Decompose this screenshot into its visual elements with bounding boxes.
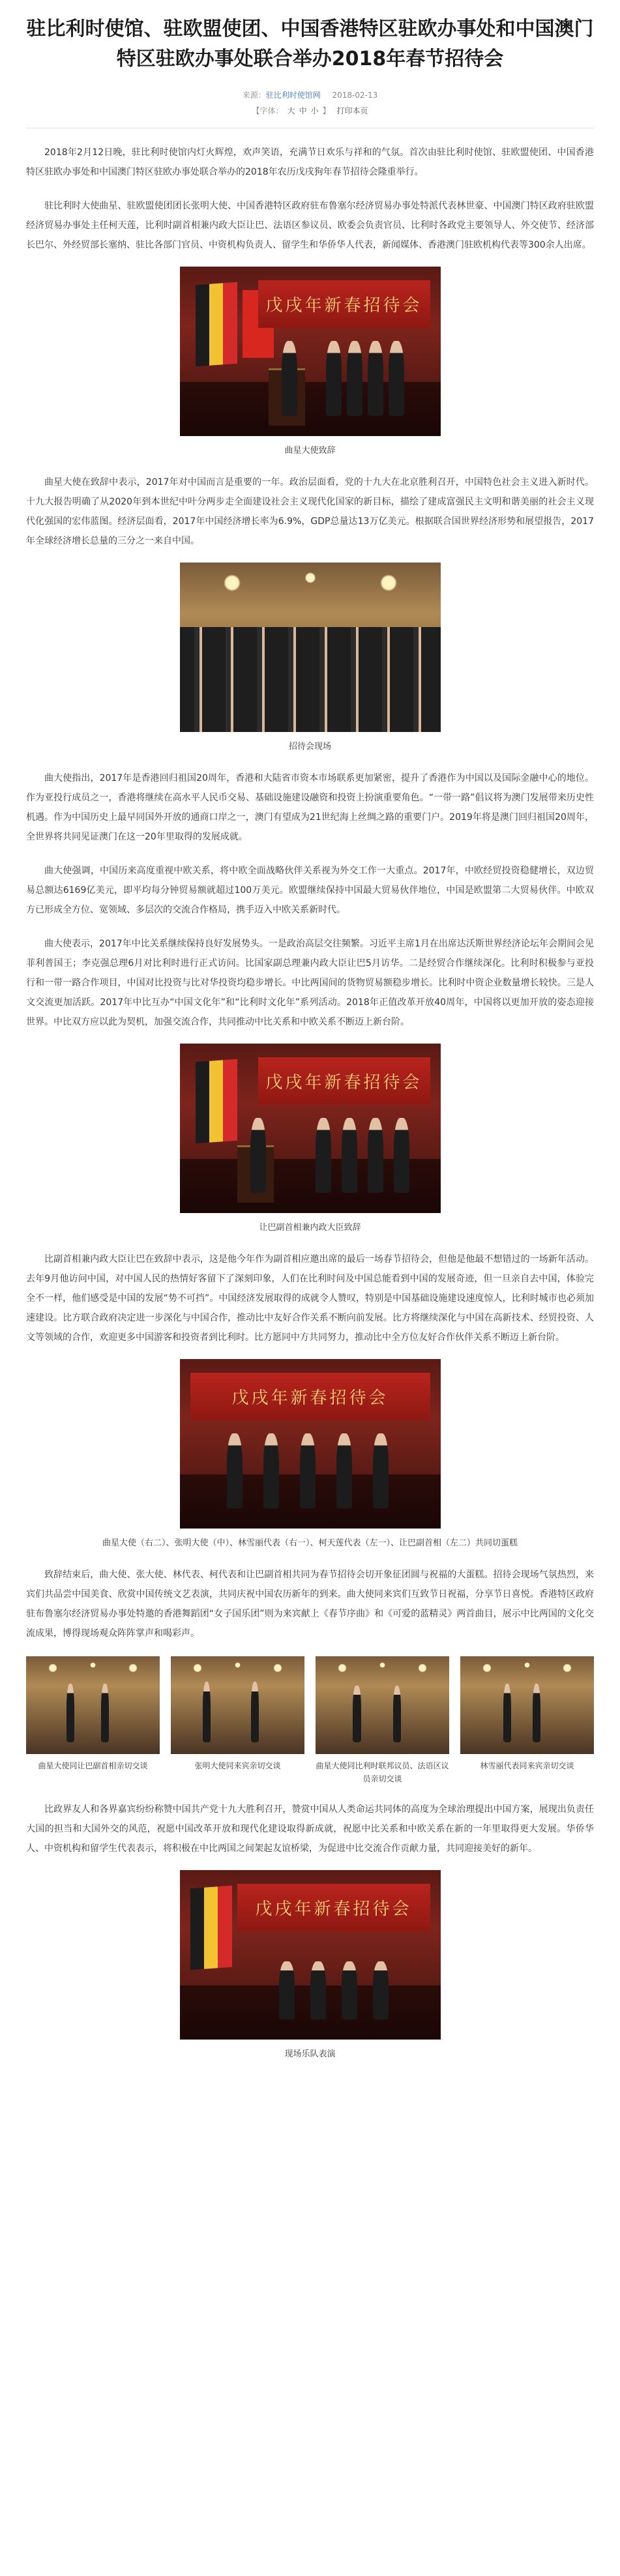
paragraph: 比政界友人和各界嘉宾纷纷称赞中国共产党十九大胜利召开，赞赏中国从人类命运共同体的高度为全球治理提出中国方案，展现出负责任大国的担当和大国外交的风范，祝愿中国改革开放和现代化建设取得新成就，祝愿中比关系和中欧关系在新的一年里取得更大发展。华侨华人、中资机构和留学生代表表示，将积极在中比两国之间架起友谊桥梁，为促进中比交流合作贡献力量，共同迎接美好的新年。 — [26, 1804, 594, 1854]
paragraph: 曲大使指出，2017年是香港回归祖国20周年，香港和大陆省市资本市场联系更加紧密，提升了香港作为中国以及国际金融中心的地位。作为亚投行成员之一，香港将继续在高水平人民币交易、基础设施建设融资和投资上扮演重要角色。“一带一路”倡议将为澳门发展带来历史性机遇。作为中国历史上最早同国外开放的通商口岸之一，澳门有望成为21世纪海上丝绸之路的重要门户。2019年将是澳门回归祖国20周年，全世界将共同见证澳门在这一20年里取得的发展成就。 — [26, 773, 594, 842]
photo-cell — [26, 1656, 160, 1785]
paragraph: 致辞结束后，曲大使、张大使、林代表、柯代表和让巴副首相共同为春节招待会切开象征团圆与祝福的大蛋糕。招待会现场气氛热烈，来宾们共品尝中国美食、欣赏中国传统文艺表演，共同庆祝中国农历新年的到来。曲大使同来宾们互致节日祝福，分享节日喜悦。香港特区政府驻布鲁塞尔经济贸易办事处特邀的香港舞蹈团“女子国乐团”则为来宾献上《春节序曲》和《可爱的蓝精灵》两首曲目，展示中比两国的文化交流成果，博得现场观众阵阵掌声和喝彩声。 — [26, 1570, 594, 1639]
musician — [310, 1961, 326, 2019]
paragraph: 驻比利时大使曲星、驻欧盟使团团长张明大使、中国香港特区政府驻布鲁塞尔经济贸易办事处特派代表林世豪、中国澳门特区政府驻欧盟经济贸易办事处主任柯天莲，比利时副首相兼内政大臣让巴、法语区参议员、欧委会负责官员、比利时各政党主要领导人、外交使节、经济部长巴尔、外经贸部长塞纳、驻比各部门官员、中资机构负责人、留学生和华侨华人代表，新闻媒体、香港澳门驻欧机构代表等300余人出席。 — [26, 201, 594, 250]
photo-thumb — [460, 1656, 594, 1754]
ceiling-lights — [316, 1656, 449, 1686]
guest — [373, 1433, 389, 1508]
belgium-flag-icon — [196, 1059, 237, 1143]
photo-banner: 戊戌年新春招待会 — [258, 1057, 430, 1105]
paragraph: 曲大使表示，2017年中比关系继续保持良好发展势头。一是政治高层交往频繁。习近平主席1月在出席达沃斯世界经济论坛年会期间会见菲利普国王；李克强总理6月对比利时进行正式访问。比国家副总理兼内政大臣让巴5月访华。二是经贸合作继续深化。比利时积极参与亚投行和一带一路合作项目，中国对比投资与比对华投资均稳步增长。中比两国间的货物贸易额稳步增长。比利时中资企业数量增长较快。三是人文交流更加活跃。2017年中比互办“中国文化年”和“比利时文化年”系列活动。2018年正值改革开放40周年，中国将以更加开放的姿态迎接世界。中比双方应以此为契机，加强交流合作，共同推动中比关系和中欧关系不断迈上新台阶。 — [26, 939, 594, 1027]
paragraph: 曲大使强调，中国历来高度重视中欧关系，将中欧全面战略伙伴关系视为外交工作一大重点。2017年，中欧经贸投资稳健增长，双边贸易总额达6169亿美元，即平均每分钟贸易额就超过100万美元。欧盟继续保持中国最大贸易伙伴地位，中国是欧盟第二大贸易伙伴。中欧双方已形成全方位、宽领域、多层次的交流合作格局，携手迈入中欧关系新时代。 — [26, 866, 594, 915]
ceiling-lights — [180, 563, 441, 613]
source-label: 来源： — [242, 91, 266, 100]
font-size-close: 】 — [322, 106, 331, 115]
photo-thumb — [26, 1656, 160, 1754]
guest — [394, 1118, 409, 1192]
guest — [326, 341, 342, 415]
figure-vice-premier-speech — [26, 1044, 594, 1235]
figure-caption: 现场乐队表演 — [284, 2049, 336, 2059]
font-size-small-button[interactable]: 小 — [310, 106, 319, 115]
guest — [503, 1684, 511, 1742]
guest — [101, 1684, 109, 1742]
figure-cake-cutting — [26, 1359, 594, 1551]
figure-caption: 曲星大使致辞 — [284, 446, 336, 456]
font-size-label: 【字体： — [252, 106, 284, 115]
speaker — [250, 1118, 266, 1192]
guest — [533, 1684, 540, 1742]
photo-cake-cutting — [180, 1359, 441, 1529]
speaker — [282, 341, 297, 415]
photo-ambassador-speech — [180, 267, 441, 436]
paragraph: 2018年2月12日晚，驻比利时使馆内灯火辉煌，欢声笑语，充满节日欢乐与祥和的气氛。首次由驻比利时使馆、驻欧盟使团、中国香港特区驻欧办事处和中国澳门特区驻欧办事处联合举办的2018年农历戊戌狗年春节招待会隆重举行。 — [26, 147, 594, 177]
ceiling-lights — [26, 1656, 160, 1686]
guest — [203, 1682, 211, 1742]
photo-thumb — [171, 1656, 304, 1754]
belgium-flag-icon — [196, 282, 237, 366]
guest — [66, 1684, 74, 1742]
article-body — [26, 143, 594, 2062]
photo-thumb — [316, 1656, 449, 1754]
photo-caption: 张明大使同来宾亲切交谈 — [194, 1761, 281, 1770]
photo-caption: 林雪丽代表同来宾亲切交谈 — [480, 1761, 574, 1770]
photo-cell — [316, 1656, 449, 1785]
guest — [368, 1118, 383, 1192]
photo-reception-crowd — [180, 563, 441, 732]
publish-date: 2018-02-13 — [332, 91, 378, 100]
figure-caption: 招待会现场 — [288, 742, 331, 752]
figure-reception-scene — [26, 563, 594, 754]
article-meta — [0, 89, 620, 102]
font-size-large-button[interactable]: 大 — [287, 106, 295, 115]
guest — [300, 1433, 316, 1508]
guest — [368, 341, 383, 415]
photo-row — [26, 1656, 594, 1785]
figure-ambassador-speech — [26, 267, 594, 458]
photo-banner: 戊戌年新春招待会 — [237, 1884, 430, 1931]
musician — [373, 1961, 389, 2019]
guest — [336, 1433, 352, 1508]
musician — [279, 1961, 295, 2019]
musician — [342, 1961, 357, 2019]
photo-vice-premier-speech — [180, 1044, 441, 1213]
article-title: 驻比利时使馆、驻欧盟使团、中国香港特区驻欧办事处和中国澳门特区驻欧办事处联合举办2018年春节招待会 — [26, 18, 594, 70]
photo-banner: 戊戌年新春招待会 — [190, 1373, 430, 1420]
font-size-medium-button[interactable]: 中 — [299, 106, 307, 115]
print-page-button[interactable]: 打印本页 — [336, 106, 368, 115]
guest — [227, 1433, 243, 1508]
ceiling-lights — [171, 1656, 304, 1686]
guest — [342, 1118, 357, 1192]
guest — [316, 1118, 331, 1192]
guest — [347, 341, 362, 415]
crowd — [180, 627, 441, 732]
photo-cell — [460, 1656, 594, 1785]
photo-cell — [171, 1656, 304, 1785]
photo-band-performance — [180, 1870, 441, 2040]
photo-caption: 曲星大使同让巴副首相亲切交谈 — [38, 1761, 148, 1770]
paragraph: 比副首相兼内政大臣让巴在致辞中表示，这是他今年作为副首相应邀出席的最后一场春节招待会，但他是他最不想错过的一场新年活动。去年9月他访问中国，对中国人民的热情好客留下了深刻印象，人们在比利时问及中国总能看到中国的发展奇迹，但一旦亲自去中国，体验完全不一样，他们感受是中国的发展“势不可挡”。中国经济发展取得的成就令人赞叹，特别是中国基础设施建设速度惊人，比利时城市也必须加速建设。比方联合政府决定进一步深化与中国合作，推动比中友好合作关系不断向前发展。比方将继续深化与中国在高新技术、经贸投资、人文等领域的合作，欢迎更多中国游客和投资者到比利时。比方愿同中方共同努力，推动比中全方位友好合作伙伴关系不断迈上新台阶。 — [26, 1254, 594, 1343]
guest — [263, 1433, 279, 1508]
guest — [389, 341, 404, 415]
ceiling-lights — [460, 1656, 594, 1686]
figure-band-performance — [26, 1870, 594, 2062]
source-link[interactable]: 驻比利时使馆网 — [265, 91, 321, 100]
photo-banner: 戊戌年新春招待会 — [258, 280, 430, 328]
figure-caption: 让巴副首相兼内政大臣致辞 — [259, 1223, 361, 1233]
figure-caption: 曲星大使（右二）、张明大使（中）、林雪丽代表（右一）、柯天莲代表（左一）、让巴副首相（左二）共同切蛋糕 — [102, 1538, 518, 1548]
photo-caption: 曲星大使同比利时联邦议员、法语区议员亲切交谈 — [316, 1761, 449, 1783]
guest — [251, 1682, 259, 1742]
paragraph: 曲星大使在致辞中表示，2017年对中国而言是重要的一年。政治层面看，党的十九大在北京胜利召开，中国特色社会主义进入新时代。十九大报告明确了从2020年到本世纪中叶分两步走全面建设社会主义现代化国家的新目标，描绘了建成富强民主文明和谐美丽的社会主义现代化强国的宏伟蓝图。经济层面看，2017年中国经济增长率为6.9%，GDP总量达13万亿美元。根据联合国世界经济形势和展望报告，2017年全球经济增长总量的三分之一来自中国。 — [26, 477, 594, 546]
guest — [353, 1686, 361, 1742]
belgium-flag-icon — [190, 1886, 232, 1970]
article-tools — [0, 104, 620, 117]
guest — [393, 1686, 401, 1742]
